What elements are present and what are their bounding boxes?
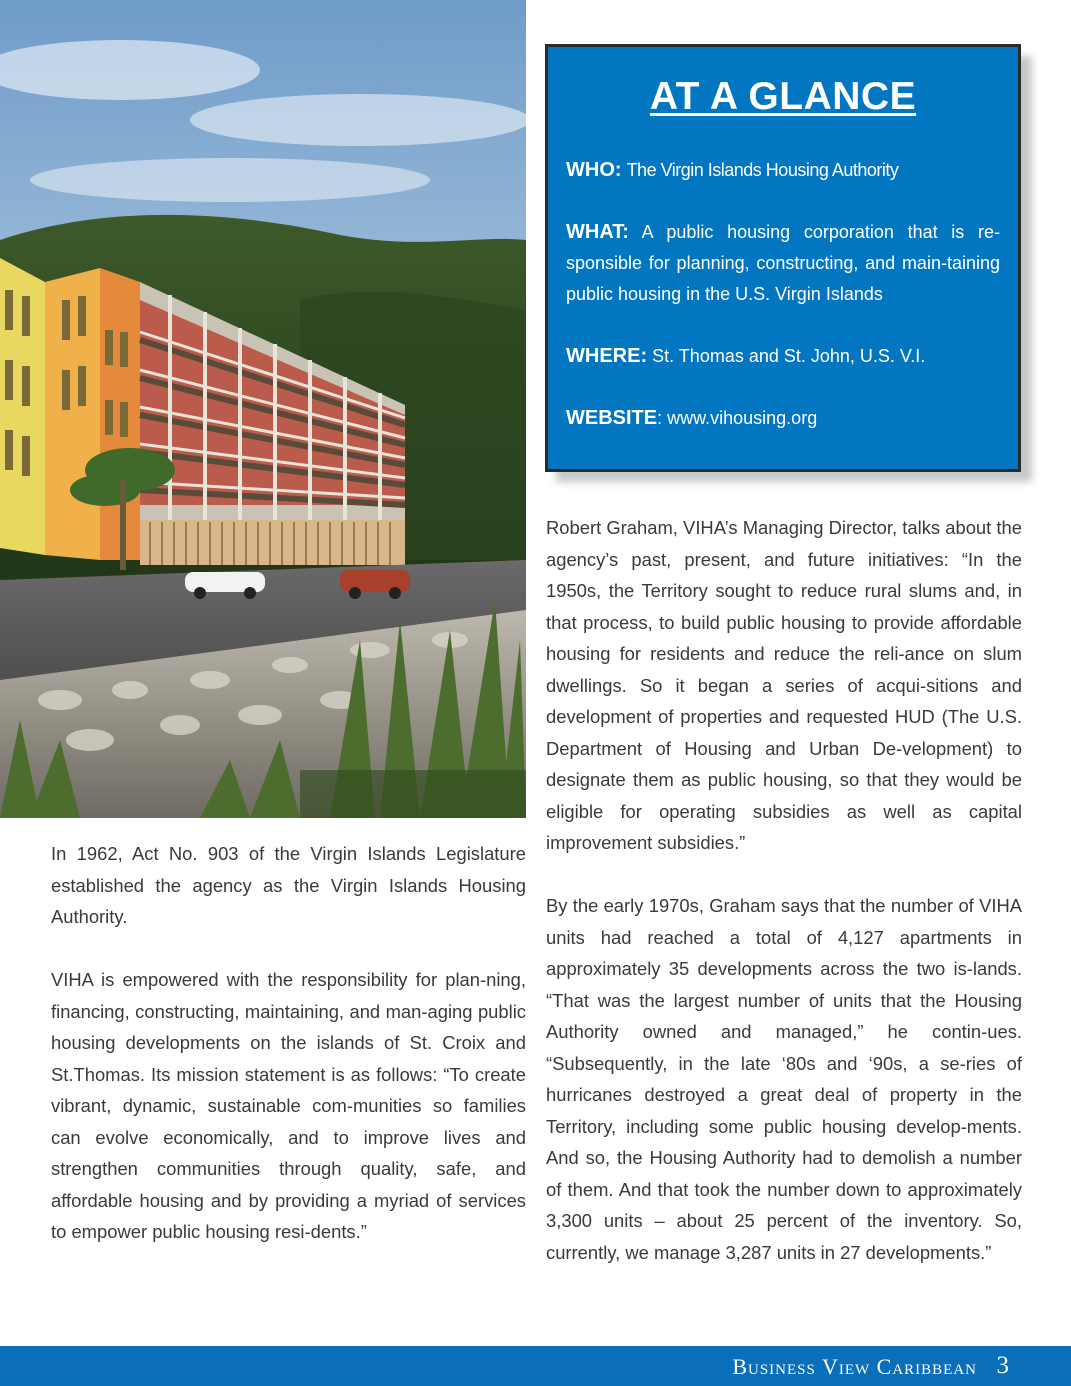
who-label: WHO: [566, 159, 622, 181]
website-label: WEBSITE [566, 407, 658, 429]
publication-label: Business View Caribbean [732, 1354, 977, 1379]
glance-website [566, 403, 1000, 434]
glance-where [566, 341, 1000, 372]
glance-title: AT A GLANCE [649, 75, 917, 118]
website-link[interactable]: : www.vihousing.org [657, 408, 818, 428]
paragraph: VIHA is empowered with the responsibility for plan-ning, financing, constructing, maintaining, and man-aging public housing developments on the islands of St. Croix and St.Thomas. Its mission statement is as follows: “To create vibrant, dynamic, sustainable com-munities so families can evolve economically, and to improve lives and strengthen communities through quality, safe, and affordable housing and by providing a myriad of services to empower public housing resi-dents.” [51, 969, 526, 1242]
page-number: 3 [996, 1352, 1009, 1379]
what-value: A public housing corporation that is re-sponsible for planning, constructing, and main-taining public housing in the U.S. Virgin Islands [566, 222, 1000, 304]
left-column [51, 838, 526, 1279]
who-value: The Virgin Islands Housing Authority [626, 160, 899, 180]
where-value: St. Thomas and St. John, U.S. V.I. [652, 346, 926, 366]
what-label: WHAT: [566, 221, 629, 243]
building-photo [0, 0, 526, 818]
right-column [546, 512, 1022, 1300]
publication-name [732, 1354, 1011, 1380]
paragraph: In 1962, Act No. 903 of the Virgin Islands Legislature established the agency as the Virgin Islands Housing Authority. [51, 843, 526, 927]
where-label: WHERE: [566, 345, 648, 367]
glance-who [566, 155, 1000, 186]
paragraph: Robert Graham, VIHA’s Managing Director, talks about the agency’s past, present, and future initiatives: “In the 1950s, the Territory sought to reduce rural slums and, in that process, to build public housing to provide affordable housing for residents and reduce the reli-ance on slum dwellings. So it began a series of acqui-sitions and development of properties and requested HUD (The U.S. Department of Housing and Urban De-velopment) to designate them as public housing, so that they would be eligible for operating subsidies as well as capital improvement subsidies.” [546, 517, 1022, 853]
paragraph: By the early 1970s, Graham says that the number of VIHA units had reached a total of 4,127 apartments in approximately 35 developments across the two is-lands. “That was the largest number of units that the Housing Authority owned and managed,” he contin-ues. “Subsequently, in the late ‘80s and ‘90s, a se-ries of hurricanes destroyed a great deal of property in the Territory, including some public housing develop-ments. And so, the Housing Authority had to demolish a number of them. And that took the number down to approximately 3,300 units – about 25 percent of the inventory. So, currently, we manage 3,287 units in 27 developments.” [546, 895, 1022, 1263]
page-footer [0, 1346, 1071, 1386]
glance-what [566, 217, 1000, 310]
at-a-glance-box [545, 44, 1021, 472]
